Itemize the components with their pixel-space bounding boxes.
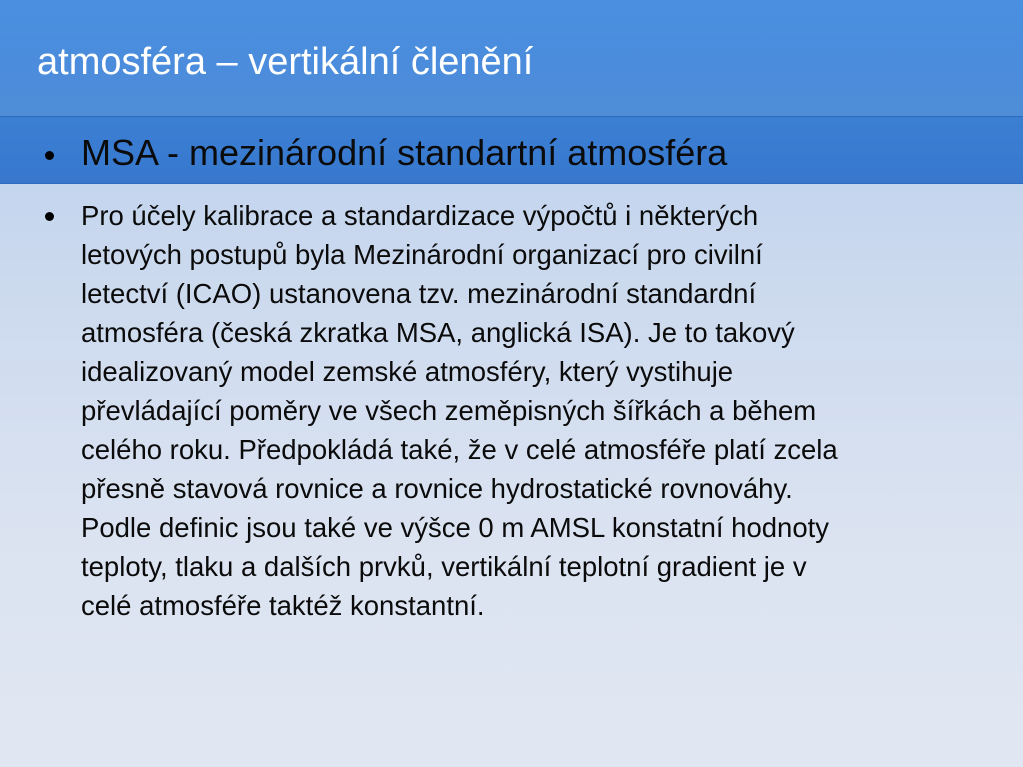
body-line: přesně stavová rovnice a rovnice hydrostatické rovnováhy.	[81, 473, 793, 504]
body-line: celého roku. Předpokládá také, že v celé atmosféře platí zcela	[81, 434, 838, 465]
body-line: letectví (ICAO) ustanovena tzv. mezinárodní standardní	[81, 278, 757, 309]
subtitle-text: MSA - mezinárodní standartní atmosféra	[81, 132, 728, 173]
body-line: převládající poměry ve všech zeměpisných šířkách a během	[81, 395, 817, 426]
body-line: Podle definic jsou také ve výšce 0 m AMSL konstatní hodnoty	[81, 512, 830, 543]
title-bar	[0, 0, 1023, 116]
body-line: Pro účely kalibrace a standardizace výpočtů i některých	[81, 200, 759, 231]
body-line: idealizovaný model zemské atmosféry, který vystihuje	[81, 356, 734, 387]
body-line: atmosféra (česká zkratka MSA, anglická ISA). Je to takový	[81, 317, 795, 348]
body-paragraph	[81, 196, 1011, 625]
body-bullet-icon	[45, 212, 54, 221]
subtitle-bullet-icon	[45, 151, 54, 160]
body-line: celé atmosféře taktéž konstantní.	[81, 590, 485, 621]
body-line: teploty, tlaku a dalších prvků, vertikální teplotní gradient je v	[81, 551, 807, 582]
slide-title: atmosféra – vertikální členění	[37, 41, 534, 83]
body-line: letových postupů byla Mezinárodní organizací pro civilní	[81, 239, 763, 270]
